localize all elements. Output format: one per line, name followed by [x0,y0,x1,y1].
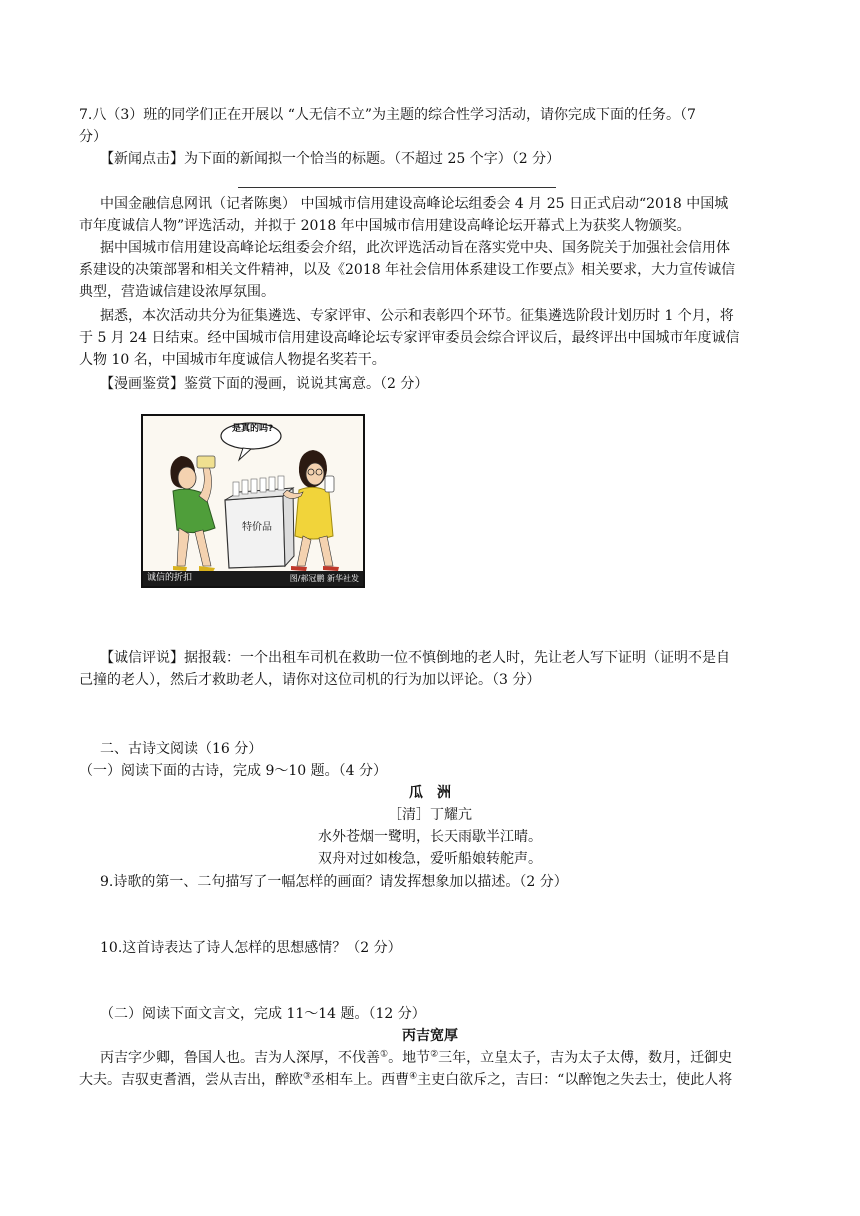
prose-line1-c: 三年，立皇太子，吉为太子太傅，数月，迁御史 [438,1050,733,1066]
question-10: 10.这首诗表达了诗人怎样的思想感情？（2 分） [100,940,402,956]
prose-line2-b: 丞相车上。西曹 [311,1072,410,1088]
q7-intro-line2: 分） [79,129,107,145]
footnote-2-marker: ② [430,1049,439,1060]
poem-author: ［清］丁耀亢 [388,807,472,823]
prose-line2-a: 大夫。吉驭吏耆酒，尝从吉出，醉欧 [79,1072,303,1088]
news-para2-line3: 典型，营造诚信建设浓厚氛围。 [79,284,275,300]
prose-line1-b: 。地节 [388,1050,431,1066]
news-para1-line1: 中国金融信息网讯（记者陈奥） 中国城市信用建设高峰论坛组委会 4 月 25 日正式启动“2018 中国城 [100,196,729,212]
news-task: 【新闻点击】为下面的新闻拟一个恰当的标题。（不超过 25 个字）（2 分） [100,151,561,167]
news-para2-line2: 系建设的决策部署和相关文件精神，以及《2018 年社会信用体系建设工作要点》相关要求，大力宣传诚信 [79,262,736,278]
prose-line2 [79,1069,732,1091]
news-para3-line2: 于 5 月 24 日结束。经中国城市信用建设高峰论坛专家评审委员会综合评议后，最终评出中国城市年度诚信 [79,330,740,346]
section2-heading: 二、古诗文阅读（16 分） [100,741,263,757]
poem-title: 瓜 洲 [409,785,451,801]
comic-task: 【漫画鉴赏】鉴赏下面的漫画，说说其寓意。（2 分） [100,376,429,392]
q7-intro-line1: 7.八（3）班的同学们正在开展以 “人无信不立”为主题的综合性学习活动，请你完成下面的任务。（7 [79,107,696,123]
prose-title: 丙吉宽厚 [402,1028,458,1044]
poem-line2: 双舟对过如梭急，爱听船娘转舵声。 [318,851,542,867]
comment-task-line2: 己撞的老人），然后才救助老人，请你对这位司机的行为加以评论。（3 分） [79,672,541,688]
news-para3-line1: 据悉，本次活动共分为征集遴选、专家评审、公示和表彰四个环节。征集遴选阶段计划历时 1 个月，将 [100,308,734,324]
prose-line1 [100,1047,732,1069]
prose-line2-c: 主吏白欲斥之，吉曰：“以醉饱之失去士，使此人将 [417,1072,733,1088]
news-para1-line2: 市年度诚信人物”评选活动，并拟于 2018 年中国城市信用建设高峰论坛开幕式上为获奖人物颁奖。 [79,218,691,234]
section2-part2: （二）阅读下面文言文，完成 11～14 题。（12 分） [100,1006,426,1022]
question-9: 9.诗歌的第一、二句描写了一幅怎样的画面？请发挥想象加以描述。（2 分） [100,874,568,890]
news-para3-line3: 人物 10 名，中国城市年度诚信人物提名奖若干。 [79,352,386,368]
footnote-3-marker: ③ [303,1071,312,1082]
cartoon-caption-title: 诚信的折扣 [147,573,193,583]
cartoon-image [141,414,365,588]
cartoon-drawing [143,416,363,586]
cartoon-caption-credit: 图/郝冠鹏 新华社发 [289,574,359,583]
footnote-4-marker: ④ [409,1071,418,1082]
poem-line1: 水外苍烟一鹭明，长天雨歇半江晴。 [318,829,542,845]
comment-task-line1: 【诚信评说】据报载：一个出租车司机在救助一位不慎倒地的老人时，先让老人写下证明（证明不是自 [100,650,730,666]
cartoon-caption-bar [143,571,363,586]
cartoon-speech-bubble-text: 是真的吗? [232,424,274,434]
title-answer-line [238,187,556,188]
footnote-1-marker: ① [380,1049,389,1060]
prose-line1-a: 丙吉字少卿，鲁国人也。吉为人深厚，不伐善 [100,1050,380,1066]
news-para2-line1: 据中国城市信用建设高峰论坛组委会介绍，此次评选活动旨在落实党中央、国务院关于加强社会信用体 [100,240,730,256]
section2-part1: （一）阅读下面的古诗，完成 9～10 题。（4 分） [79,763,387,779]
cartoon-box-label: 特价品 [242,522,272,533]
